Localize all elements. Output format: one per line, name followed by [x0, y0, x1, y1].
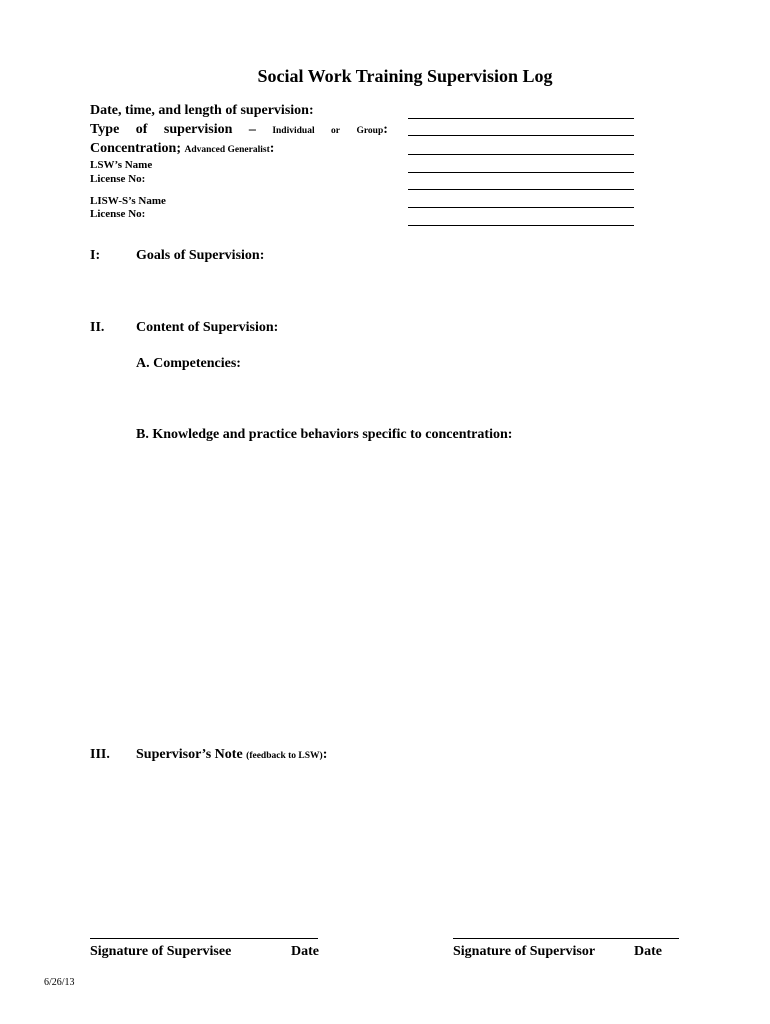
supervision-word: supervision [163, 122, 233, 137]
concentration-value: Advanced Generalist [184, 145, 270, 155]
concentration-colon: : [269, 141, 275, 156]
section-1-title: Goals of Supervision: [136, 248, 265, 263]
individual-option: Individual [272, 126, 315, 136]
section-2a-competencies: A. Competencies: [136, 356, 241, 371]
supervisee-date-label: Date [291, 944, 319, 959]
or-word: or [331, 126, 341, 136]
supervisor-signature-line[interactable] [453, 938, 679, 939]
lsw-license-field-line[interactable] [408, 189, 634, 190]
supervisor-date-label: Date [634, 944, 662, 959]
date-time-label: Date, time, and length of supervision: [90, 103, 314, 118]
section-2b-knowledge: B. Knowledge and practice behaviors specific to concentration: [136, 427, 513, 442]
type-word: Type [90, 122, 120, 137]
group-option: Group [356, 126, 384, 136]
supervisee-signature-line[interactable] [90, 938, 318, 939]
section-2-number: II. [90, 320, 105, 335]
lsw-license-label: License No: [90, 173, 146, 185]
lisws-name-field-line[interactable] [408, 207, 634, 208]
supervisor-signature-label: Signature of Supervisor [453, 944, 596, 959]
concentration-row [90, 141, 274, 157]
section-3-note: (feedback to LSW) [246, 751, 323, 761]
lisws-name-label: LISW-S’s Name [90, 195, 166, 207]
type-colon: : [383, 122, 388, 137]
document-title: Social Work Training Supervision Log [257, 66, 553, 86]
lisws-license-label: License No: [90, 208, 146, 220]
section-2-title: Content of Supervision: [136, 320, 279, 335]
of-word: of [135, 122, 148, 137]
date-time-field-line[interactable] [408, 118, 634, 119]
concentration-label: Concentration; [90, 141, 181, 156]
lisws-license-field-line[interactable] [408, 225, 634, 226]
supervisee-signature-label: Signature of Supervisee [90, 944, 232, 959]
section-3-title: Supervisor’s Note [136, 747, 243, 762]
section-3-title-row [136, 747, 327, 763]
footer-date: 6/26/13 [44, 977, 75, 988]
concentration-field-line[interactable] [408, 154, 634, 155]
lsw-name-label: LSW’s Name [90, 159, 153, 171]
section-1-number: I: [90, 248, 101, 263]
section-3-number: III. [90, 747, 110, 762]
dash: – [248, 122, 256, 137]
type-field-line[interactable] [408, 135, 634, 136]
section-3-colon: : [322, 747, 328, 762]
lsw-name-field-line[interactable] [408, 172, 634, 173]
type-of-supervision-row [90, 122, 388, 138]
